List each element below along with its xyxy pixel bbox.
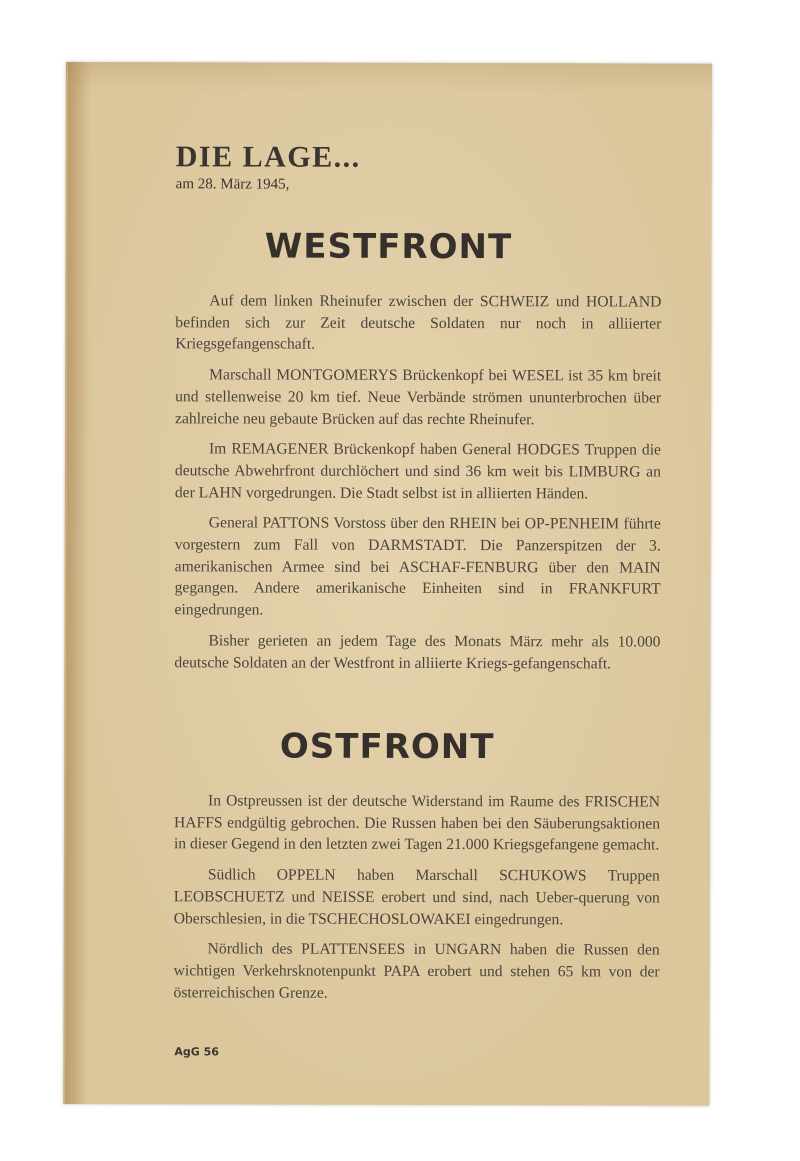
ostfront-paragraph: Nördlich des PLATTENSEES in UNGARN haben die Russen den wichtigen Verkehrsknotenpunkt PAPA erobert und stehen 65 km von der österreichischen Grenze. xyxy=(173,940,660,1002)
westfront-paragraph: Im REMAGENER Brückenkopf haben General HODGES Truppen die deutsche Abwehrfront durchlöchert und sind 36 km weit bis LIMBURG an der LAHN vorgedrungen. Die Stadt selbst ist in alliierten Händen. xyxy=(174,440,662,502)
westfront-paragraph: Marschall MONTGOMERYS Brückenkopf bei WESEL ist 35 km breit und stellenweise 20 km tief. Neue Verbände strömen ununterbrochen über zahlreiche neu gebaute Brücken auf das rechte Rheinufer. xyxy=(175,366,662,428)
westfront-paragraph: Auf dem linken Rheinufer zwischen der SCHWEIZ und HOLLAND befinden sich zur Zeit deutsche Soldaten nur noch in alliierter Kriegsgefangenschaft. xyxy=(175,292,662,354)
document-date: am 28. März 1945, xyxy=(175,176,290,193)
westfront-paragraph: General PATTONS Vorstoss über den RHEIN bei OP-PENHEIM führte vorgestern zum Fall von DARMSTADT. Die Panzerspitzen der 3. amerikanischen Armee sind bei ASCHAF-FENBURG über den MAIN gegangen. Andere amerikanische Einheiten sind in FRANKFURT eingedrungen. xyxy=(174,514,661,619)
ostfront-paragraph: In Ostpreussen ist der deutsche Widerstand im Raume des FRISCHEN HAFFS endgültig gebrochen. Die Russen haben bei den Säuberungsaktionen in dieser Gegend in den letzten zwei Tagen 21.000 Kriegsgefangene gemacht. xyxy=(173,792,661,854)
section-body-ostfront xyxy=(174,790,661,1014)
leaflet-page xyxy=(63,62,712,1106)
section-body-westfront xyxy=(174,290,661,684)
printer-code: AgG 56 xyxy=(174,1045,219,1059)
paper-fold-shadow xyxy=(65,62,90,1104)
section-heading-westfront: WESTFRONT xyxy=(264,226,513,268)
section-heading-ostfront: OSTFRONT xyxy=(279,726,495,768)
ostfront-paragraph: Südlich OPPELN haben Marschall SCHUKOWS Truppen LEOBSCHUETZ und NEISSE erobert und sind, nach Ueber-querung von Oberschlesien, in die TSCHECHOSLOWAKEI eingedrungen. xyxy=(173,866,660,928)
westfront-paragraph: Bisher gerieten an jedem Tage des Monats März mehr als 10.000 deutsche Soldaten an der Westfront in alliierte Kriegs-gefangenschaft. xyxy=(174,632,661,672)
document-title: DIE LAGE... xyxy=(175,140,361,174)
